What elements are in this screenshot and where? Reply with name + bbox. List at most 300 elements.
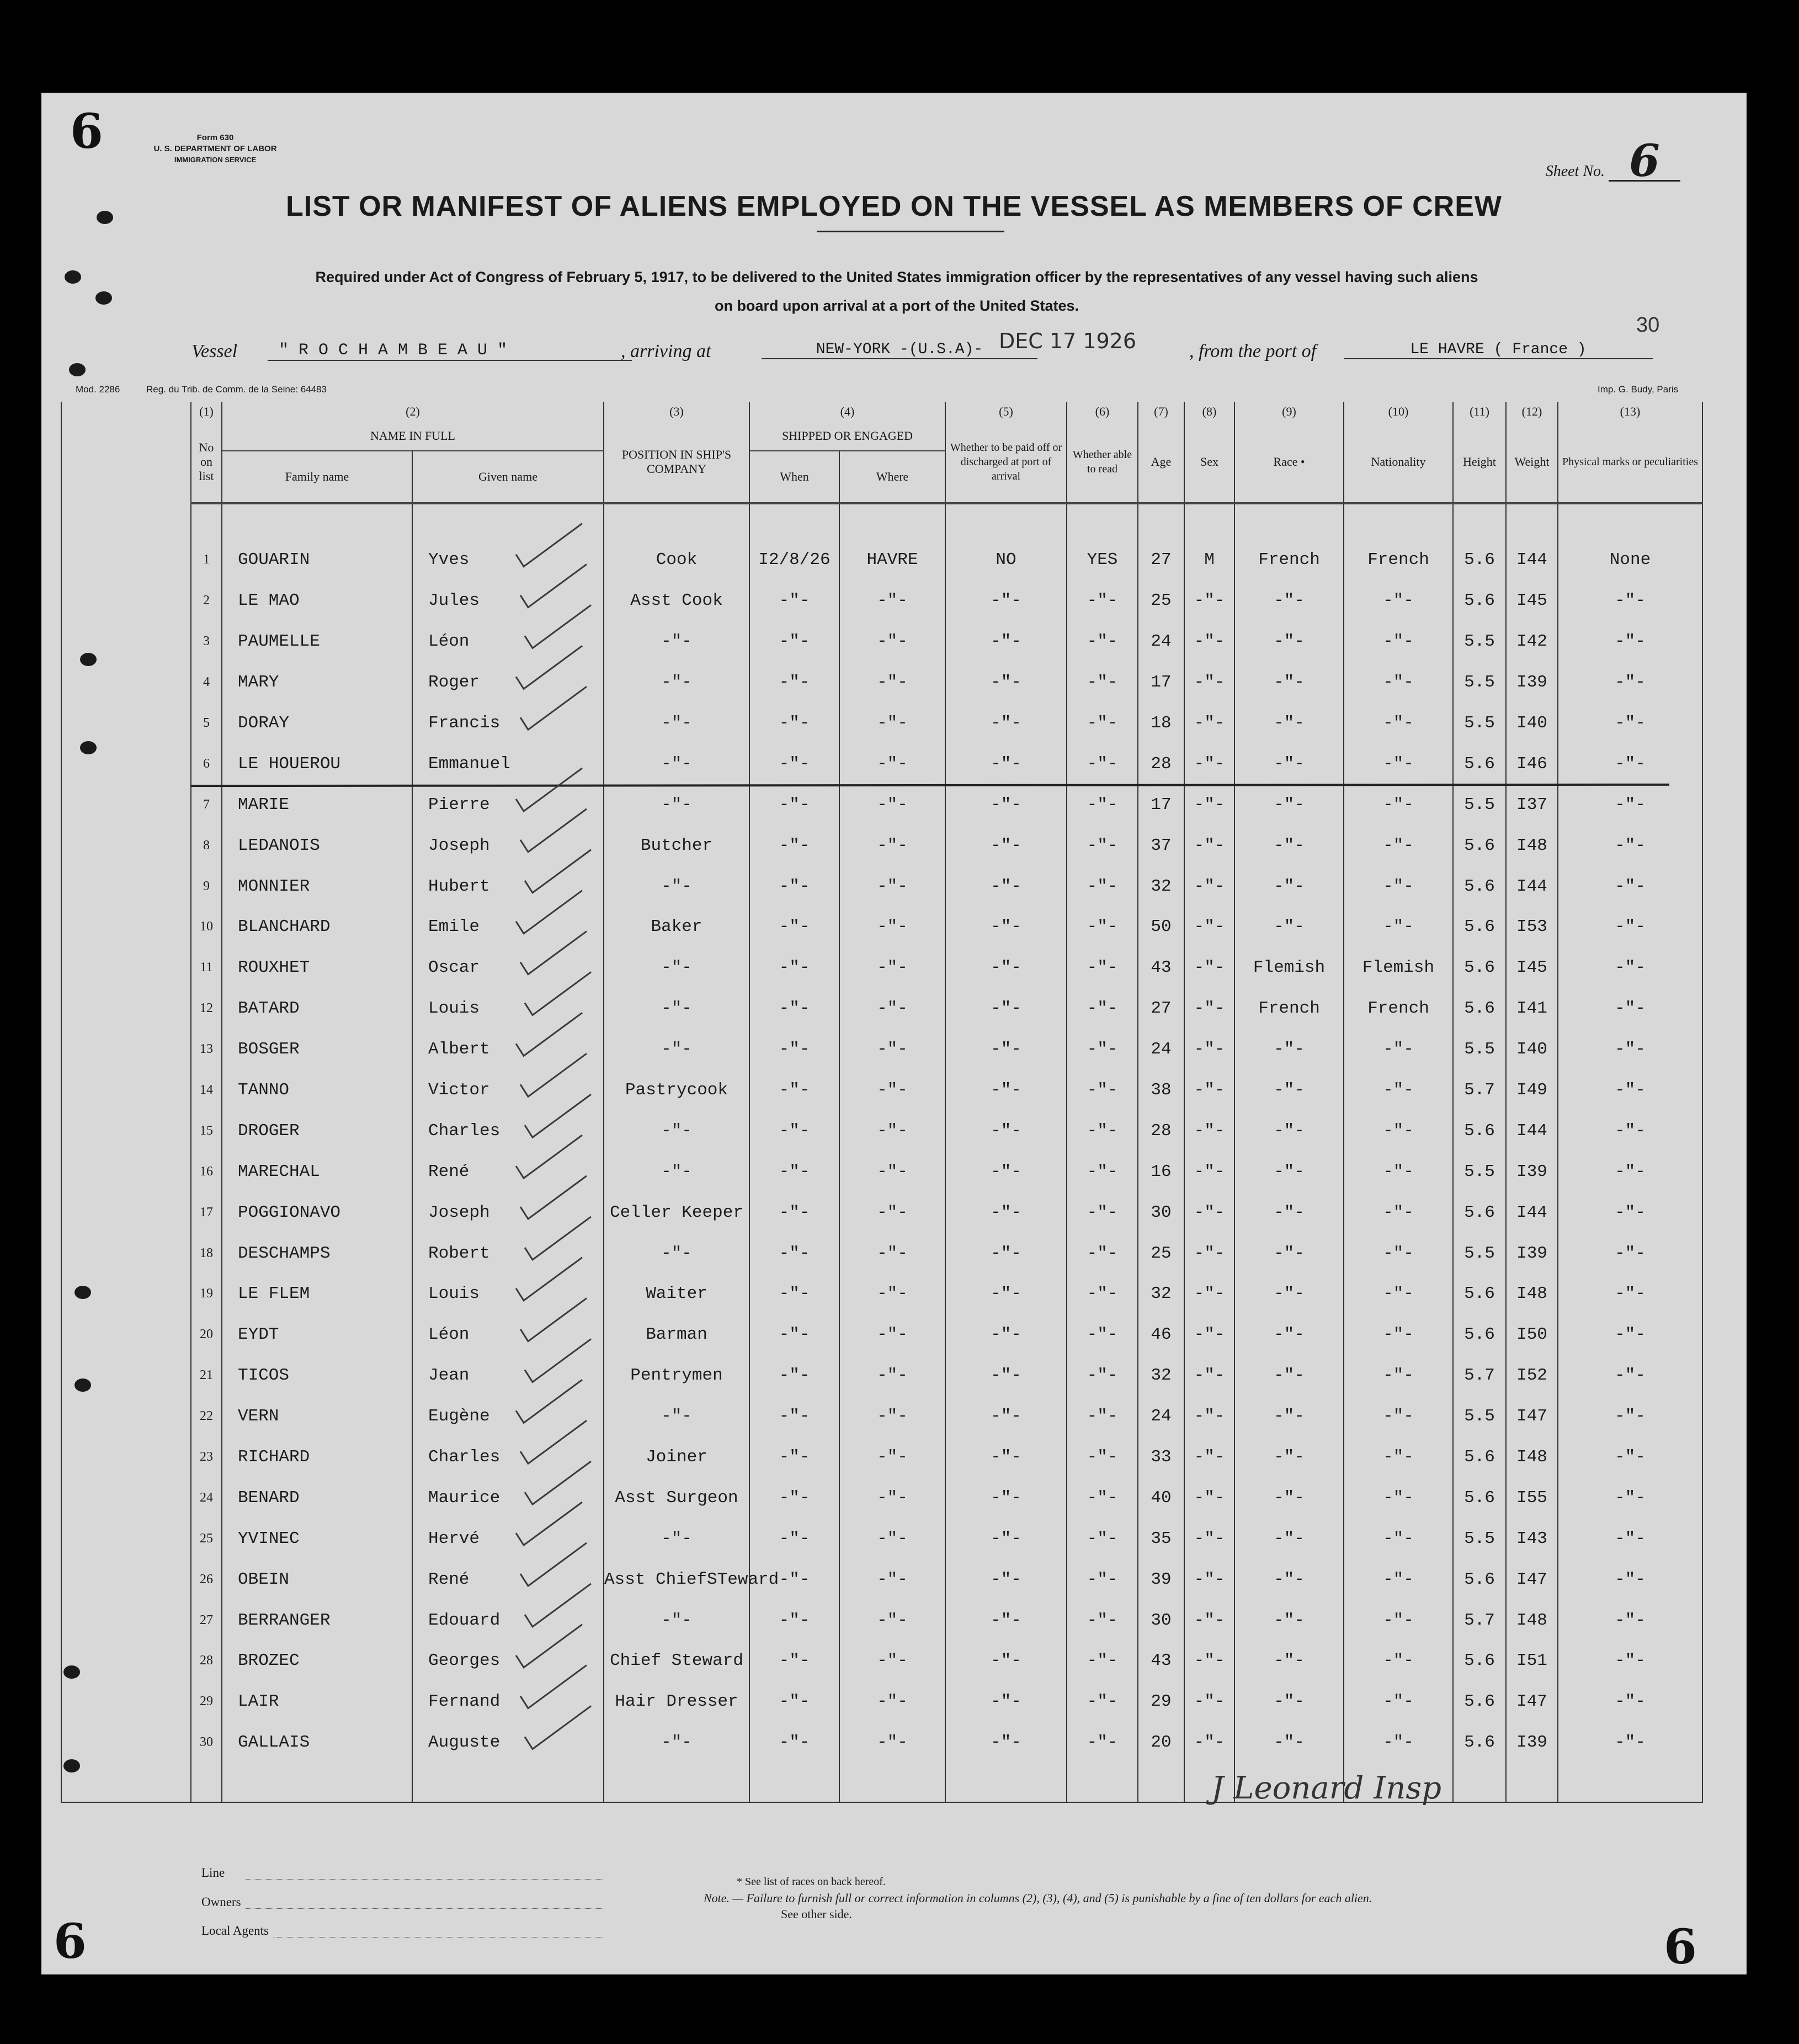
paid-off: -"-: [945, 581, 1067, 621]
height: 5.6: [1453, 866, 1506, 907]
given-name: Fernand: [412, 1681, 604, 1722]
sex: -"-: [1184, 1233, 1234, 1274]
check-mark: [525, 1094, 591, 1137]
shipped-when: -"-: [749, 581, 839, 621]
paid-off: -"-: [945, 948, 1067, 988]
header-position: POSITION IN SHIP'S COMPANY: [604, 422, 749, 503]
height: 5.5: [1453, 1029, 1506, 1070]
shipped-when: -"-: [749, 1600, 839, 1641]
paid-off: NO: [945, 540, 1067, 581]
nationality: -"-: [1344, 1600, 1453, 1641]
sex: -"-: [1184, 1477, 1234, 1518]
weight: I48: [1506, 825, 1558, 866]
sex: -"-: [1184, 1681, 1234, 1722]
paid-off: -"-: [945, 621, 1067, 662]
check-mark: [520, 565, 587, 608]
weight: I44: [1506, 1192, 1558, 1233]
col-num-7: (7): [1138, 402, 1184, 422]
check-mark: [525, 850, 591, 893]
age: 37: [1138, 825, 1184, 866]
weight: I44: [1506, 540, 1558, 581]
nationality: -"-: [1344, 1518, 1453, 1559]
col-num-11: (11): [1453, 402, 1506, 422]
physical-marks: -"-: [1558, 988, 1702, 1029]
punch-hole: [74, 1378, 91, 1392]
given-name: Jules: [412, 581, 604, 621]
family-name: DESCHAMPS: [222, 1233, 412, 1274]
nationality: -"-: [1344, 1192, 1453, 1233]
shipped-where: -"-: [839, 1192, 945, 1233]
col-num-6: (6): [1067, 402, 1138, 422]
requirement-line-2: on board upon arrival at a port of the United States.: [714, 297, 1079, 314]
paid-off: -"-: [945, 1192, 1067, 1233]
age: 43: [1138, 1641, 1184, 1681]
paid-off: -"-: [945, 866, 1067, 907]
race: -"-: [1234, 1029, 1344, 1070]
able-to-read: -"-: [1067, 948, 1138, 988]
list-number: 6: [191, 743, 222, 784]
header-height: Height: [1453, 422, 1506, 503]
from-port: LE HAVRE ( France ): [1344, 341, 1653, 359]
age: 40: [1138, 1477, 1184, 1518]
family-name: BOSGER: [222, 1029, 412, 1070]
position: -"-: [604, 948, 749, 988]
paid-off: -"-: [945, 907, 1067, 948]
able-to-read: -"-: [1067, 703, 1138, 744]
given-name: Hervé: [412, 1518, 604, 1559]
list-number: 12: [191, 988, 222, 1029]
race: -"-: [1234, 1233, 1344, 1274]
list-number: 25: [191, 1518, 222, 1559]
able-to-read: YES: [1067, 540, 1138, 581]
position: -"-: [604, 784, 749, 825]
list-number: 14: [191, 1070, 222, 1111]
weight: I39: [1506, 1722, 1558, 1763]
list-number: 4: [191, 662, 222, 703]
shipped-when: -"-: [749, 703, 839, 744]
physical-marks: -"-: [1558, 1559, 1702, 1600]
position: Asst ChiefSTeward: [604, 1559, 749, 1600]
able-to-read: -"-: [1067, 581, 1138, 621]
given-name: Pierre: [412, 784, 604, 825]
vessel-name: " R O C H A M B E A U ": [268, 341, 632, 361]
family-name: OBEIN: [222, 1559, 412, 1600]
given-name: Roger: [412, 662, 604, 703]
punch-hole: [63, 1759, 80, 1772]
shipped-where: -"-: [839, 948, 945, 988]
nationality: French: [1344, 540, 1453, 581]
given-name: Yves: [412, 540, 604, 581]
given-name: Jean: [412, 1355, 604, 1396]
age: 32: [1138, 1355, 1184, 1396]
check-mark: [525, 972, 591, 1015]
age: 24: [1138, 621, 1184, 662]
owners-label: Owners: [201, 1895, 241, 1909]
nationality: -"-: [1344, 1029, 1453, 1070]
given-name: Victor: [412, 1070, 604, 1111]
other-side-note: See other side.: [781, 1907, 852, 1921]
paid-off: -"-: [945, 1070, 1067, 1111]
sex: -"-: [1184, 1722, 1234, 1763]
race: -"-: [1234, 866, 1344, 907]
able-to-read: -"-: [1067, 1518, 1138, 1559]
physical-marks: -"-: [1558, 1355, 1702, 1396]
col-num-5: (5): [945, 402, 1067, 422]
weight: I46: [1506, 743, 1558, 784]
list-number: 2: [191, 581, 222, 621]
shipped-where: -"-: [839, 703, 945, 744]
check-mark: [520, 686, 587, 730]
sex: -"-: [1184, 1641, 1234, 1681]
pencil-number: 30: [1636, 313, 1660, 337]
able-to-read: -"-: [1067, 825, 1138, 866]
position: Pentrymen: [604, 1355, 749, 1396]
shipped-when: -"-: [749, 621, 839, 662]
shipped-when: -"-: [749, 1029, 839, 1070]
shipped-when: -"-: [749, 1233, 839, 1274]
nationality: -"-: [1344, 825, 1453, 866]
nationality: -"-: [1344, 743, 1453, 784]
list-number: 23: [191, 1437, 222, 1478]
check-mark: [516, 891, 582, 934]
owners-field: [246, 1908, 604, 1909]
height: 5.6: [1453, 743, 1506, 784]
family-name: LAIR: [222, 1681, 412, 1722]
physical-marks: -"-: [1558, 907, 1702, 948]
registration-number: Reg. du Trib. de Comm. de la Seine: 64483: [146, 384, 327, 395]
shipped-when: -"-: [749, 1110, 839, 1151]
weight: I50: [1506, 1314, 1558, 1355]
height: 5.6: [1453, 988, 1506, 1029]
nationality: -"-: [1344, 621, 1453, 662]
list-number: 30: [191, 1722, 222, 1763]
given-name: Maurice: [412, 1477, 604, 1518]
able-to-read: -"-: [1067, 1029, 1138, 1070]
check-mark: [520, 931, 587, 975]
paid-off: -"-: [945, 1396, 1067, 1437]
family-name: MONNIER: [222, 866, 412, 907]
position: -"-: [604, 1233, 749, 1274]
shipped-when: -"-: [749, 1070, 839, 1111]
shipped-when: I2/8/26: [749, 540, 839, 581]
given-name: Louis: [412, 988, 604, 1029]
shipped-when: -"-: [749, 1396, 839, 1437]
race: -"-: [1234, 621, 1344, 662]
age: 16: [1138, 1151, 1184, 1192]
list-number: 24: [191, 1477, 222, 1518]
shipped-where: -"-: [839, 1600, 945, 1641]
shipped-when: -"-: [749, 1518, 839, 1559]
from-port-label: , from the port of: [1189, 341, 1317, 361]
weight: I48: [1506, 1437, 1558, 1478]
position: -"-: [604, 1600, 749, 1641]
shipped-where: -"-: [839, 1029, 945, 1070]
sex: -"-: [1184, 1192, 1234, 1233]
nationality: -"-: [1344, 1722, 1453, 1763]
able-to-read: -"-: [1067, 1314, 1138, 1355]
weight: I55: [1506, 1477, 1558, 1518]
sex: -"-: [1184, 1396, 1234, 1437]
able-to-read: -"-: [1067, 1477, 1138, 1518]
able-to-read: -"-: [1067, 1437, 1138, 1478]
list-number: 28: [191, 1641, 222, 1681]
given-name: Charles: [412, 1110, 604, 1151]
sex: -"-: [1184, 1600, 1234, 1641]
weight: I40: [1506, 1029, 1558, 1070]
age: 33: [1138, 1437, 1184, 1478]
header-weight: Weight: [1506, 422, 1558, 503]
shipped-where: -"-: [839, 1641, 945, 1681]
able-to-read: -"-: [1067, 1641, 1138, 1681]
physical-marks: -"-: [1558, 866, 1702, 907]
position: -"-: [604, 703, 749, 744]
age: 18: [1138, 703, 1184, 744]
weight: I48: [1506, 1600, 1558, 1641]
position: Asst Cook: [604, 581, 749, 621]
race: -"-: [1234, 581, 1344, 621]
sex: -"-: [1184, 743, 1234, 784]
height: 5.6: [1453, 1110, 1506, 1151]
punch-hole: [97, 211, 113, 224]
list-number: 27: [191, 1600, 222, 1641]
shipped-when: -"-: [749, 1314, 839, 1355]
weight: I47: [1506, 1396, 1558, 1437]
check-mark: [525, 1339, 591, 1382]
header-no-on-list: No on list: [191, 422, 222, 503]
position: Joiner: [604, 1437, 749, 1478]
able-to-read: -"-: [1067, 866, 1138, 907]
nationality: -"-: [1344, 1355, 1453, 1396]
able-to-read: -"-: [1067, 1151, 1138, 1192]
age: 27: [1138, 540, 1184, 581]
physical-marks: -"-: [1558, 1070, 1702, 1111]
height: 5.7: [1453, 1070, 1506, 1111]
check-mark: [520, 1298, 587, 1342]
shipped-when: -"-: [749, 907, 839, 948]
age: 25: [1138, 1233, 1184, 1274]
col-num-12: (12): [1506, 402, 1558, 422]
position: -"-: [604, 1029, 749, 1070]
family-name: TICOS: [222, 1355, 412, 1396]
paid-off: -"-: [945, 1477, 1067, 1518]
form-number: Form 630: [196, 133, 234, 142]
punch-hole: [80, 741, 97, 754]
header-where: Where: [839, 451, 945, 503]
nationality: -"-: [1344, 1110, 1453, 1151]
shipped-where: -"-: [839, 1151, 945, 1192]
age: 46: [1138, 1314, 1184, 1355]
race: -"-: [1234, 784, 1344, 825]
weight: I44: [1506, 866, 1558, 907]
age: 24: [1138, 1029, 1184, 1070]
given-name: Charles: [412, 1437, 604, 1478]
able-to-read: -"-: [1067, 1396, 1138, 1437]
weight: I44: [1506, 1110, 1558, 1151]
position: -"-: [604, 988, 749, 1029]
shipped-when: -"-: [749, 743, 839, 784]
weight: I45: [1506, 948, 1558, 988]
sex: -"-: [1184, 1518, 1234, 1559]
given-name: Francis: [412, 703, 604, 744]
weight: I39: [1506, 1233, 1558, 1274]
able-to-read: -"-: [1067, 662, 1138, 703]
arrival-port: NEW-YORK -(U.S.A)-: [762, 341, 1037, 359]
check-mark: [525, 1584, 591, 1627]
check-mark: [516, 1625, 582, 1668]
able-to-read: -"-: [1067, 1274, 1138, 1314]
punch-hole: [65, 270, 81, 284]
check-mark: [516, 1013, 582, 1056]
sex: -"-: [1184, 1437, 1234, 1478]
height: 5.6: [1453, 825, 1506, 866]
race: -"-: [1234, 743, 1344, 784]
race: -"-: [1234, 825, 1344, 866]
height: 5.6: [1453, 1437, 1506, 1478]
family-name: VERN: [222, 1396, 412, 1437]
physical-marks: -"-: [1558, 743, 1702, 784]
paid-off: -"-: [945, 662, 1067, 703]
paid-off: -"-: [945, 703, 1067, 744]
age: 17: [1138, 784, 1184, 825]
check-mark: [516, 524, 582, 567]
requirement-line-1: Required under Act of Congress of February 5, 1917, to be delivered to the United States immigration officer by the representatives of any vessel having such aliens: [315, 269, 1478, 285]
race: -"-: [1234, 1600, 1344, 1641]
physical-marks: None: [1558, 540, 1702, 581]
given-name: Joseph: [412, 825, 604, 866]
physical-marks: -"-: [1558, 703, 1702, 744]
age: 28: [1138, 1110, 1184, 1151]
check-mark: [525, 1706, 591, 1749]
weight: I39: [1506, 1151, 1558, 1192]
weight: I39: [1506, 662, 1558, 703]
weight: I45: [1506, 581, 1558, 621]
race: -"-: [1234, 1437, 1344, 1478]
age: 30: [1138, 1192, 1184, 1233]
penalty-note: Note. — Failure to furnish full or correct information in columns (2), (3), (4), and (5) is punishable by a fine of ten dollars for each alien.: [704, 1891, 1372, 1905]
sheet-label: Sheet No.: [1545, 163, 1605, 180]
given-name: Robert: [412, 1233, 604, 1274]
col-num-8: (8): [1184, 402, 1234, 422]
shipped-when: -"-: [749, 1151, 839, 1192]
race: -"-: [1234, 1110, 1344, 1151]
able-to-read: -"-: [1067, 1600, 1138, 1641]
given-name: Emile: [412, 907, 604, 948]
local-agents-label: Local Agents: [201, 1924, 269, 1937]
sheet-number: 6: [1609, 141, 1680, 182]
shipped-when: -"-: [749, 1274, 839, 1314]
paid-off: -"-: [945, 1274, 1067, 1314]
height: 5.5: [1453, 1233, 1506, 1274]
position: -"-: [604, 743, 749, 784]
shipped-where: -"-: [839, 1110, 945, 1151]
physical-marks: -"-: [1558, 1600, 1702, 1641]
able-to-read: -"-: [1067, 1559, 1138, 1600]
sex: -"-: [1184, 1274, 1234, 1314]
service-name: IMMIGRATION SERVICE: [174, 156, 257, 164]
shipped-when: -"-: [749, 1437, 839, 1478]
given-name: Hubert: [412, 866, 604, 907]
col-num-4: (4): [749, 402, 945, 422]
line-field: [246, 1878, 604, 1880]
sex: -"-: [1184, 1314, 1234, 1355]
family-name: BROZEC: [222, 1641, 412, 1681]
paid-off: -"-: [945, 743, 1067, 784]
list-number: 21: [191, 1355, 222, 1396]
height: 5.6: [1453, 1722, 1506, 1763]
given-name: Georges: [412, 1641, 604, 1681]
shipped-where: -"-: [839, 825, 945, 866]
shipped-where: -"-: [839, 1233, 945, 1274]
header-physical-marks: Physical marks or peculiarities: [1558, 422, 1702, 503]
col-num-2: (2): [222, 402, 604, 422]
race: -"-: [1234, 1396, 1344, 1437]
weight: I52: [1506, 1355, 1558, 1396]
punch-hole: [69, 363, 86, 376]
check-mark: [525, 605, 591, 648]
check-mark: [520, 1543, 587, 1586]
line-label: Line: [201, 1866, 225, 1880]
sex: M: [1184, 540, 1234, 581]
physical-marks: -"-: [1558, 1681, 1702, 1722]
family-name: YVINEC: [222, 1518, 412, 1559]
given-name: Auguste: [412, 1722, 604, 1763]
sex: -"-: [1184, 662, 1234, 703]
position: -"-: [604, 1110, 749, 1151]
physical-marks: -"-: [1558, 1477, 1702, 1518]
height: 5.6: [1453, 1559, 1506, 1600]
shipped-when: -"-: [749, 1192, 839, 1233]
paid-off: -"-: [945, 1559, 1067, 1600]
shipped-where: -"-: [839, 1477, 945, 1518]
list-number: 22: [191, 1396, 222, 1437]
local-agents-field: [273, 1936, 604, 1937]
family-name: BERRANGER: [222, 1600, 412, 1641]
weight: I47: [1506, 1681, 1558, 1722]
shipped-where: -"-: [839, 1396, 945, 1437]
height: 5.6: [1453, 948, 1506, 988]
col-num-9: (9): [1234, 402, 1344, 422]
nationality: -"-: [1344, 1559, 1453, 1600]
list-number: 17: [191, 1192, 222, 1233]
paid-off: -"-: [945, 1029, 1067, 1070]
position: Baker: [604, 907, 749, 948]
able-to-read: -"-: [1067, 1722, 1138, 1763]
header-race: Race •: [1234, 422, 1344, 503]
shipped-where: -"-: [839, 988, 945, 1029]
shipped-where: -"-: [839, 784, 945, 825]
arrival-date-stamp: DEC 17 1926: [999, 329, 1137, 353]
sex: -"-: [1184, 1559, 1234, 1600]
shipped-when: -"-: [749, 1559, 839, 1600]
family-name: ROUXHET: [222, 948, 412, 988]
arriving-label: , arriving at: [621, 341, 711, 361]
check-mark: [525, 1217, 591, 1260]
list-number: 8: [191, 825, 222, 866]
sex: -"-: [1184, 621, 1234, 662]
family-name: MARY: [222, 662, 412, 703]
height: 5.6: [1453, 1274, 1506, 1314]
shipped-where: -"-: [839, 1559, 945, 1600]
physical-marks: -"-: [1558, 662, 1702, 703]
given-name: René: [412, 1151, 604, 1192]
height: 5.5: [1453, 1396, 1506, 1437]
header-given-name: Given name: [412, 451, 604, 503]
position: -"-: [604, 662, 749, 703]
family-name: DROGER: [222, 1110, 412, 1151]
corner-number-bottom-right: 6: [1664, 1919, 1697, 1975]
position: Waiter: [604, 1274, 749, 1314]
able-to-read: -"-: [1067, 784, 1138, 825]
